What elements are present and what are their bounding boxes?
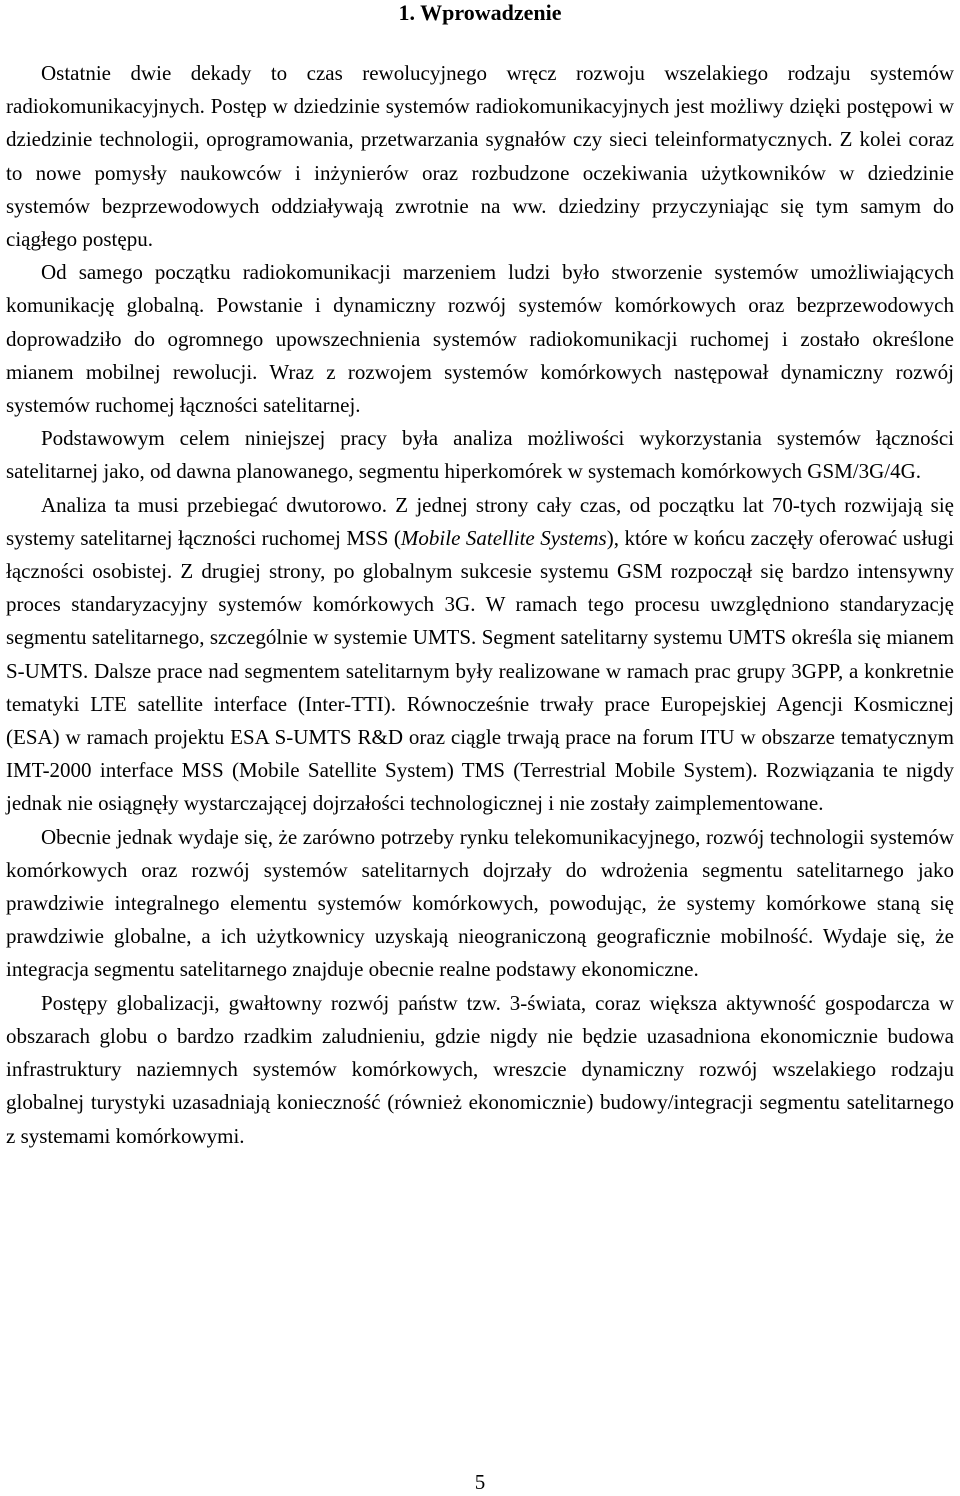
paragraph-2 bbox=[6, 256, 954, 422]
page-number: 5 bbox=[474, 1470, 486, 1494]
paragraph-5 bbox=[6, 821, 954, 987]
paragraph-4-italic-term: Mobile Satellite Systems bbox=[400, 525, 607, 550]
paragraph-1-text: Ostatnie dwie dekady to czas rewolucyjnego wręcz rozwoju wszelakiego rodzaju systemów radiokomunikacyjnych. Postęp w dziedzinie systemów radiokomunikacyjnych jest możliwy dzięki postępowi w dziedzinie technologii, oprogramowania, przetwarzania sygnałów czy sieci teleinformatycznych. Z kolei coraz to nowe pomysły naukowców i inżynierów oraz rozbudzone oczekiwania użytkowników w dziedzinie systemów bezprzewodowych oddziaływają zwrotnie na ww. dziedziny przyczyniając się tym samym do ciągłego postępu. bbox=[6, 61, 954, 252]
paragraph-2-text: Od samego początku radiokomunikacji marzeniem ludzi było stworzenie systemów umożliwiających komunikację globalną. Powstanie i dynamiczny rozwój systemów komórkowych oraz bezprzewodowych doprowadziło do ogromnego upowszechnienia systemów radiokomunikacji ruchomej i zostało określone mianem mobilnej rewolucji. Wraz z rozwojem systemów komórkowych następował dynamiczny rozwój systemów ruchomej łączności satelitarnej. bbox=[6, 260, 954, 418]
paragraph-3 bbox=[6, 422, 954, 488]
paragraph-4-text-b: ), które w końcu zaczęły oferować usługi łączności osobistej. Z drugiej strony, po globalnym sukcesie systemu GSM rozpoczął się bardzo intensywny proces standaryzacyjny systemów komórkowych 3G. W ramach tego procesu uwzględniono standaryzację segmentu satelitarnego, szczególnie w systemie UMTS. Segment satelitarny systemu UMTS określa się mianem S-UMTS. Dalsze prace nad segmentem satelitarnym były realizowane w ramach prac grupy 3GPP, a konkretnie tematyki LTE satellite interface (Inter-TTI). Równocześnie trwały prace Europejskiej Agencji Kosmicznej (ESA) w ramach projektu ESA S-UMTS R&D oraz ciągle trwają prace na forum ITU w obszarze tematycznym IMT-2000 interface MSS (Mobile Satellite System) TMS (Terrestrial Mobile System). Rozwiązania te nigdy jednak nie osiągnęły wystarczającej dojrzałości technologicznej i nie zostały zaimplementowane. bbox=[6, 525, 954, 816]
paragraph-4 bbox=[6, 489, 954, 821]
paragraph-6 bbox=[6, 987, 954, 1153]
paragraph-1 bbox=[6, 57, 954, 256]
body-text bbox=[6, 57, 954, 1153]
paragraph-4-text-a: Analiza ta musi przebiegać dwutorowo. Z jednej strony cały czas, od początku lat 70-tych rozwijają się systemy satelitarnej łączności ruchomej MSS ( bbox=[6, 492, 954, 550]
section-heading: 1. Wprowadzenie bbox=[398, 0, 562, 25]
paragraph-5-text: Obecnie jednak wydaje się, że zarówno potrzeby rynku telekomunikacyjnego, rozwój technologii systemów komórkowych oraz rozwój systemów satelitarnych dojrzały do wdrożenia segmentu satelitarnego jako prawdziwie integralnego elementu systemów komórkowych, powodując, że systemy komórkowe staną się prawdziwie globalne, a ich użytkownicy uzyskają nieograniczoną geograficznie mobilność. Wydaje się, że integracja segmentu satelitarnego znajduje obecnie realne podstawy ekonomiczne. bbox=[6, 824, 954, 982]
paragraph-6-text: Postępy globalizacji, gwałtowny rozwój państw tzw. 3-świata, coraz większa aktywność gospodarcza w obszarach globu o bardzo rzadkim zaludnieniu, gdzie nigdy nie będzie uzasadniona ekonomicznie budowa infrastruktury naziemnych systemów komórkowych, wreszcie dynamiczny rozwój wszelakiego rodzaju globalnej turystyki uzasadniają konieczność (również ekonomicznie) budowy/integracji segmentu satelitarnego z systemami komórkowymi. bbox=[6, 990, 954, 1148]
paragraph-3-text: Podstawowym celem niniejszej pracy była analiza możliwości wykorzystania systemów łączności satelitarnej jako, od dawna planowanego, segmentu hiperkomórek w systemach komórkowych GSM/3G/4G. bbox=[6, 426, 954, 484]
